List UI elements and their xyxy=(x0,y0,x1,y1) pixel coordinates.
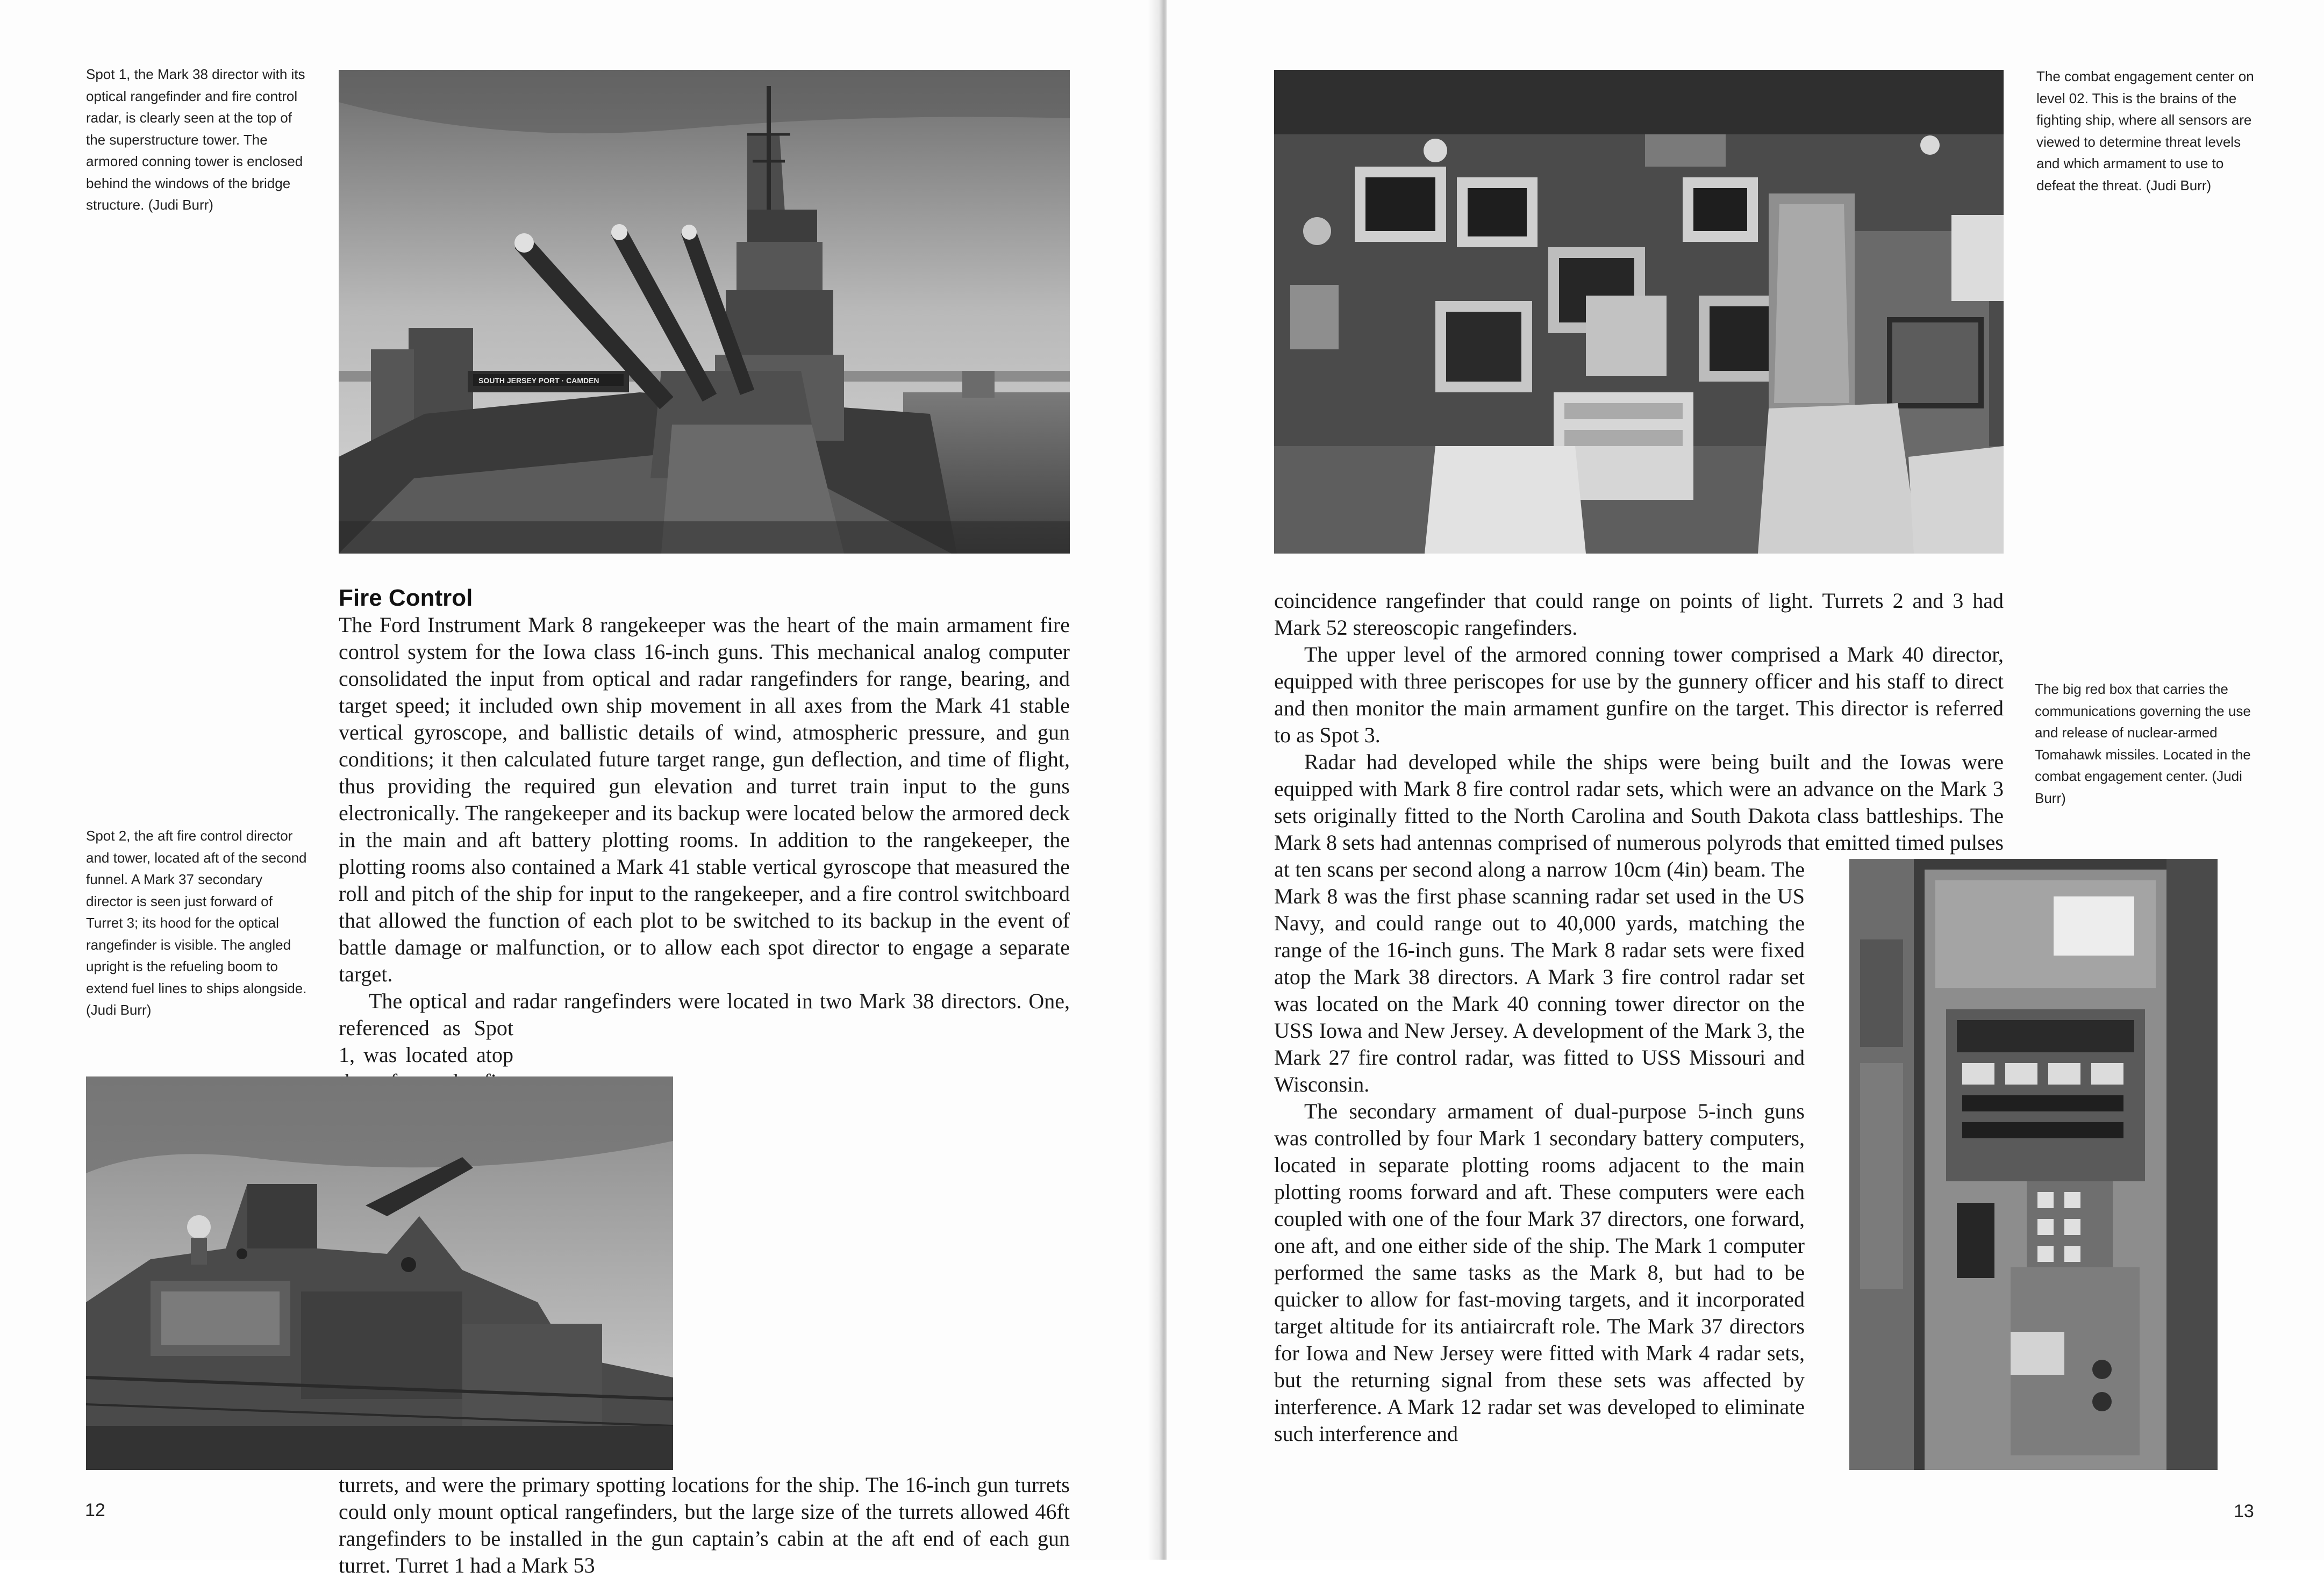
left-page xyxy=(0,0,1156,1577)
section-heading: Fire Control xyxy=(339,585,473,611)
photo-combat-engagement-center xyxy=(1274,70,2004,554)
photo-communications-cabinet xyxy=(1849,859,2218,1470)
caption-spot2: Spot 2, the aft fire control director and tower, located aft of the second funnel. A Mark 37 secondary director is seen just forward of Turret 3; its hood for the optical rangefinder is visible. The angled upright is the refueling boom to extend fuel lines to ships alongside. (Judi Burr) xyxy=(86,828,307,1018)
photo-battleship-bow-guns xyxy=(339,70,1070,554)
photo-aft-superstructure xyxy=(86,1076,673,1470)
caption-spot1: Spot 1, the Mark 38 director with its optical rangefinder and fire control radar, is clearly seen at the top of the superstructure tower. The armored conning tower is enclosed behind the windows of the bridge structure. (Judi Burr) xyxy=(86,66,305,213)
paragraph-conning-tower: The upper level of the armored conning tower comprised a Mark 40 director, equipped with three periscopes for use by the gunnery officer and his staff to direct and then monitor the main armament gunfire on the target. This director is referred to as Spot 3. xyxy=(1274,642,2004,747)
photo-sign-text: SOUTH JERSEY PORT · CAMDEN xyxy=(478,376,599,385)
paragraph-secondary-armament: The secondary armament of dual-purpose 5-inch guns was controlled by four Mark 1 secondary battery computers, located in separate plotting rooms adjacent to the main plotting rooms forward and aft. These computers were each coupled with one of the four Mark 37 directors, one forward, one aft, and one either side of the ship. The Mark 1 computer performed the same tasks as the Mark 8, but had to be quicker to allow for fast-moving targets, and it incorporated target altitude for its antiaircraft role. The Mark 37 directors for Iowa and New Jersey were fitted with Mark 4 radar sets, but the returning signal from these sets was affected by interference. A Mark 12 radar set was developed to eliminate such interference and xyxy=(1274,1099,1805,1446)
paragraph-radar: Radar had developed while the ships were being built and the Iowas were equipped with Mark 8 fire control radar sets, which were an advance on the Mark 3 sets originally fitted to the North Carolina and South Dakota class battleships. The Mark 8 sets had antennas comprised of numerous polyrods that emitted timed pulses at ten scans per second along a narrow 10cm (4in) beam. The Mark 8 was the first phase scanning radar set used in the US Navy, and could range out to 40,000 yards, matching the range of the 16-inch guns. The Mark 8 radar sets were fixed atop the Mark 38 directors. A Mark 3 fire control radar set was located on the Mark 40 conning tower director on the USS Iowa and New Jersey. A development of the Mark 3, the Mark 27 fire control radar, was fitted to USS Missouri and Wisconsin. xyxy=(1274,750,2004,1096)
caption-combat-engagement-center: The combat engagement center on level 02. This is the brains of the fighting ship, where all sensors are viewed to determine threat levels and which armament to use to defeat the threat. (Judi Burr) xyxy=(2036,68,2254,193)
paragraph-directors: The optical and radar rangefinders were located in two Mark 38 directors. One, referenced as Spot 1, was located atop turrets, and were the primary spotting locations for the ship. The 16-inch gun turrets could only mount optical rangefinders, but the large size of the turrets allowed 46ft rangefinders to be installed in the gun captain’s cabin at the aft end of each gun turret. Turret 1 had a Mark 53 xyxy=(339,989,1070,1577)
paragraph-rangekeeper: The Ford Instrument Mark 8 rangekeeper was the heart of the main armament fire control system for the Iowa class 16-inch guns. This mechanical analog computer consolidated the input from optical and radar rangefinders for range, bearing, and target speed; it included own ship movement in all axes from the Mark 41 stable vertical gyroscope, and ballistic details of wind, atmospheric pressure, and gun conditions; it then calculated future target range, gun deflection, and time of flight, thus providing the required gun elevation and turret train input to the guns electronically. The rangekeeper and its backup were located below the armored deck in the main and aft battery plotting rooms. In addition to the rangekeeper, the plotting rooms also contained a Mark 41 stable vertical gyroscope that measured the roll and pitch of the ship for input to the rangekeeper, and a fire control switchboard that allowed the function of each plot to be switched to its backup in the event of battle damage or malfunction, or to allow each spot director to engage a separate target. xyxy=(339,613,1070,986)
paragraph-coincidence-rangefinder: coincidence rangefinder that could range on points of light. Turrets 2 and 3 had Mark 52 stereoscopic rangefinders. xyxy=(1274,588,2004,640)
caption-red-box: The big red box that carries the communications governing the use and release of nuclear-armed Tomahawk missiles. Located in the combat engagement center. (Judi Burr) xyxy=(2035,681,2251,806)
right-page xyxy=(1167,0,2324,1560)
page-number-left: 12 xyxy=(85,1500,105,1520)
page-number-right: 13 xyxy=(2234,1501,2254,1521)
